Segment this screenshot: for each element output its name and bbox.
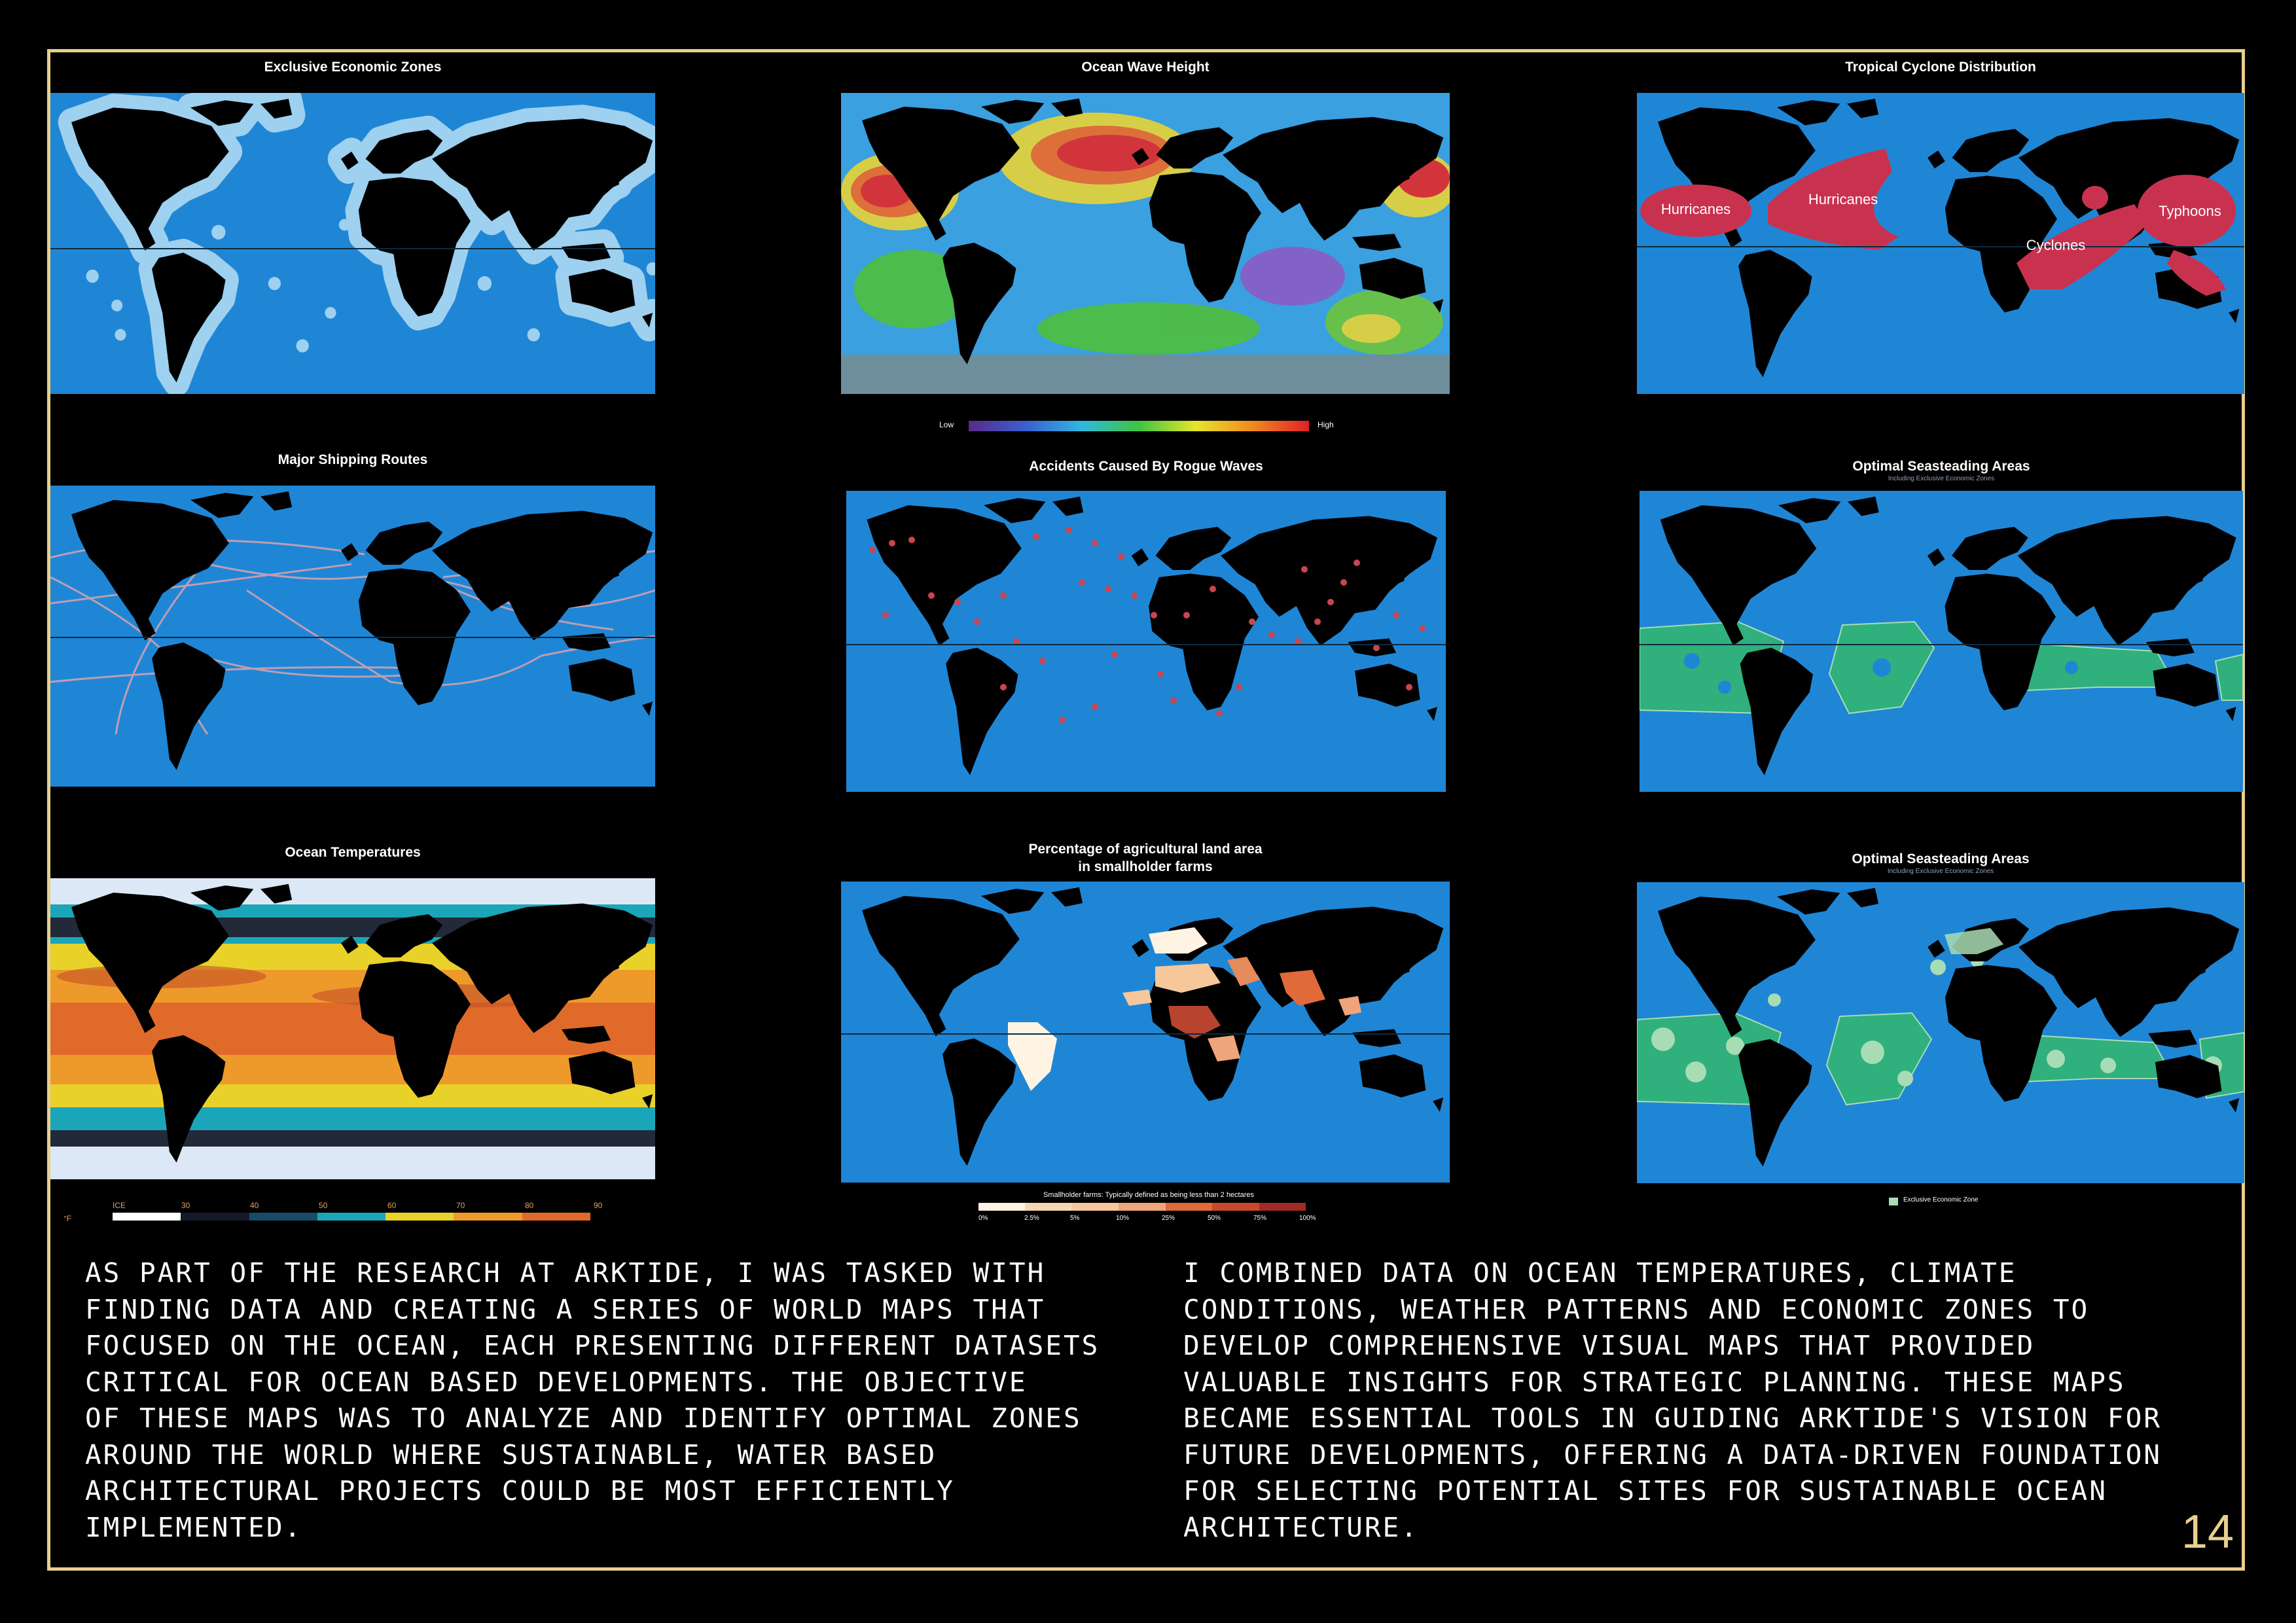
- map-panel-wave: [841, 59, 1450, 445]
- map-panel-farms: [841, 841, 1450, 1234]
- map-subtitle: Including Exclusive Economic Zones: [1887, 868, 1994, 875]
- cyclone-label-hurricanes-atlantic: Hurricanes: [1808, 191, 1878, 207]
- temps-legend: °F ICE 30 40 50 60 70 80 90: [63, 1201, 603, 1223]
- farms-legend-caption: Smallholder farms: Typically defined as being less than 2 hectares: [1043, 1191, 1255, 1199]
- shipping-map: [50, 486, 655, 787]
- map-title: Tropical Cyclone Distribution: [1845, 60, 2036, 75]
- temps-scale: [113, 1213, 590, 1221]
- map-title: Optimal Seasteading Areas: [1852, 851, 2030, 866]
- map-panel-temps: [50, 844, 655, 1230]
- wave-map: [841, 93, 1450, 394]
- map-panel-optimal-1: [1640, 458, 2243, 792]
- rogue-map: [846, 491, 1446, 792]
- farms-map: [841, 882, 1450, 1183]
- farms-legend: Smallholder farms: Typically defined as being less than 2 hectares 0% 2.5% 5% 10% 25% 50% 75% 100%: [978, 1191, 1319, 1230]
- map-title-line2: in smallholder farms: [1078, 859, 1213, 874]
- map-title: Accidents Caused By Rogue Waves: [1029, 459, 1263, 474]
- map-title: Optimal Seasteading Areas: [1852, 459, 2030, 474]
- page-number: 14: [2181, 1506, 2234, 1558]
- map-title: Ocean Temperatures: [285, 845, 421, 860]
- temps-map: [50, 878, 655, 1179]
- map-title-line1: Percentage of agricultural land area: [1028, 842, 1263, 857]
- map-title: Major Shipping Routes: [278, 452, 428, 467]
- cyclone-label-typhoons: Typhoons: [2159, 203, 2221, 219]
- map-subtitle: Including Exclusive Economic Zones: [1888, 475, 1995, 482]
- cyclone-map: [1637, 93, 2244, 394]
- map-panel-shipping: [50, 452, 655, 792]
- farms-scale: [978, 1203, 1306, 1211]
- map-panel-optimal-2: Optimal Seasteading Areas Including Exclusive Economic Zones Exclusive Economic Zone: [1637, 851, 2244, 1217]
- map-title: Ocean Wave Height: [1081, 60, 1210, 75]
- cyclone-label-hurricanes-pacific: Hurricanes: [1660, 201, 1731, 217]
- wave-legend: Low High: [939, 419, 1352, 433]
- eez-swatch: [1889, 1198, 1898, 1205]
- temps-unit: °F: [63, 1214, 72, 1223]
- map-panel-rogue: [846, 458, 1446, 792]
- optimal-map-1: [1640, 491, 2243, 792]
- eez-map: [50, 93, 655, 394]
- map-panel-eez: [50, 59, 655, 399]
- body-text-left: AS PART OF THE RESEARCH AT ARKTIDE, I WAS TASKED WITH FINDING DATA AND CREATING A SERIES OF WORLD MAPS THAT FOCUSED ON THE OCEAN, EACH PRESENTING DIFFERENT DATASETS CRITICAL FOR OCEAN BASED DEVELOPMENTS. THE OBJECTIVE OF THESE MAPS WAS TO ANALYZE AND IDENTIFY OPTIMAL ZONES AROUND THE WORLD WHERE SUSTAINABLE, WATER BASED ARCHITECTURAL PROJECTS COULD BE MOST EFFICIENTLY IMPLEMENTED.: [85, 1257, 1100, 1543]
- cyclone-label-cyclones: Cyclones: [2026, 237, 2086, 253]
- wave-gradient: [969, 421, 1309, 431]
- optimal-map-2: [1637, 882, 2244, 1183]
- map-panel-cyclone: [1637, 59, 2244, 399]
- map-title: Exclusive Economic Zones: [264, 60, 442, 75]
- body-text-right: I COMBINED DATA ON OCEAN TEMPERATURES, CLIMATE CONDITIONS, WEATHER PATTERNS AND ECONOMIC ZONES TO DEVELOP COMPREHENSIVE VISUAL MAPS THAT PROVIDED VALUABLE INSIGHTS FOR STRATEGIC PLANNING. THESE MAPS BECAME ESSENTIAL TOOLS IN GUIDING ARKTIDE'S VISION FOR FUTURE DEVELOPMENTS, OFFERING A DATA-DRIVEN FOUNDATION FOR SELECTING POTENTIAL SITES FOR SUSTAINABLE OCEAN ARCHITECTURE.: [1183, 1257, 2162, 1543]
